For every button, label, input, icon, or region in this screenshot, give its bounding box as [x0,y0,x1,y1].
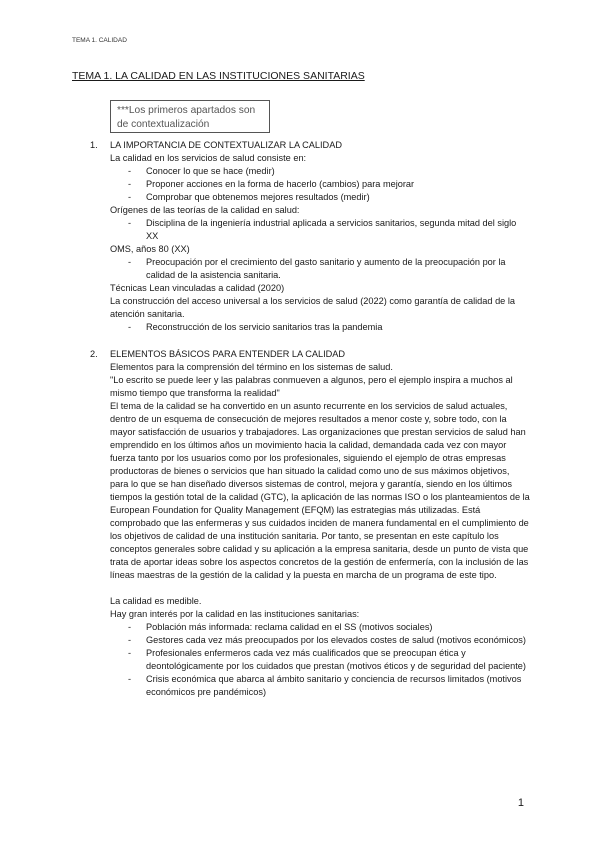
list-item: - Gestores cada vez más preocupados por los elevados costes de salud (motivos económicos) [128,634,530,647]
section-2-number: 2. [90,349,98,359]
section-2-quote: "Lo escrito se puede leer y las palabras conmueven a algunos, pero el ejemplo inspira a muchos al mismo tiempo que transforma la realidad" [110,375,513,398]
document-body [90,139,530,699]
section-2 [90,348,530,699]
section-1 [90,139,530,334]
section-1-intro: La calidad en los servicios de salud consiste en: [110,153,307,163]
section-2-intro: Elementos para la comprensión del término en los sistemas de salud. [110,362,393,372]
context-note-box: ***Los primeros apartados son de contextualización [110,100,270,133]
section-1-number: 1. [90,140,98,150]
section-2-heading [90,348,530,361]
list-item: - Disciplina de la ingeniería industrial aplicada a servicios sanitarios, segunda mitad del siglo XX [128,217,530,243]
oms-list [110,256,530,282]
page-header: TEMA 1. CALIDAD [72,37,127,44]
interest-list [110,621,530,699]
list-item: - Comprobar que obtenemos mejores resultados (medir) [128,191,530,204]
list-item: - Proponer acciones en la forma de hacerlo (cambios) para mejorar [128,178,530,191]
interest-heading: Hay gran interés por la calidad en las instituciones sanitarias: [110,609,360,619]
list-item: - Preocupación por el crecimiento del gasto sanitario y aumento de la preocupación por la calidad de la asistencia sanitaria. [128,256,530,282]
list-item: - Profesionales enfermeros cada vez más cualificados que se preocupan ética y deontológicamente por los cuidados que prestan (motivos éticos y de seguridad del paciente) [128,647,530,673]
section-2-title: ELEMENTOS BÁSICOS PARA ENTENDER LA CALIDAD [110,349,346,359]
section-1-title: LA IMPORTANCIA DE CONTEXTUALIZAR LA CALIDAD [110,140,342,150]
list-item: - Reconstrucción de los servicio sanitarios tras la pandemia [128,321,530,334]
list-item: - Población más informada: reclama calidad en el SS (motivos sociales) [128,621,530,634]
origins-heading: Orígenes de las teorías de la calidad en salud: [110,205,300,215]
lean-text: Técnicas Lean vinculadas a calidad (2020) [110,283,285,293]
oms-heading: OMS, años 80 (XX) [110,244,190,254]
measurable-text: La calidad es medible. [110,596,202,606]
section-1-list [110,165,530,204]
document-title: TEMA 1. LA CALIDAD EN LAS INSTITUCIONES SANITARIAS [72,70,365,82]
universal-list [110,321,530,334]
list-item: - Crisis económica que abarca al ámbito sanitario y conciencia de recursos limitados (motivos económicos pre pandémicos) [128,673,530,699]
section-2-paragraph: El tema de la calidad se ha convertido en un asunto recurrente en los servicios de salud actuales, dentro de un esquema de consecución de mejores resultados a menor coste y, sobre todo, con la mayor satisfacción de usuarios y trabajadores. Las organizaciones que prestan servicios de salud han emprendido en los últimos años un movimiento hacia la calidad, demandada cada vez con mayor fuerza tanto por los usuarios como por los profesionales, siguiendo el ejemplo de otras empresas productoras de bienes o servicios que han situado la calidad como uno de sus máximos objetivos, para lo que se han diseñado diversos sistemas de control, mejora y garantía, siendo en los últimos tiempos la gestión total de la calidad (GTC), la aplicación de las normas ISO o los planteamientos de la European Foundation for Quality Management (EFQM) las estrategias más utilizadas. Está comprobado que las enfermeras y sus cuidados inciden de manera fundamental en el cumplimiento de los objetivos de calidad de una institución sanitaria. Por tanto, se presentan en este capítulo los conceptos generales sobre calidad y su aplicación a la empresa sanitaria, desde un punto de vista que trata de aportar ideas sobre los aspectos concretos de la gestión de enfermería, con la inclusión de las líneas maestras de la gestión de la calidad y la puesta en marcha de un programa de este tipo. [110,401,530,580]
page-number: 1 [517,797,524,809]
origins-list [110,217,530,243]
section-1-heading [90,139,530,152]
list-item: - Conocer lo que se hace (medir) [128,165,530,178]
universal-access-text: La construcción del acceso universal a los servicios de salud (2022) como garantía de calidad de la atención sanitaria. [110,296,515,319]
